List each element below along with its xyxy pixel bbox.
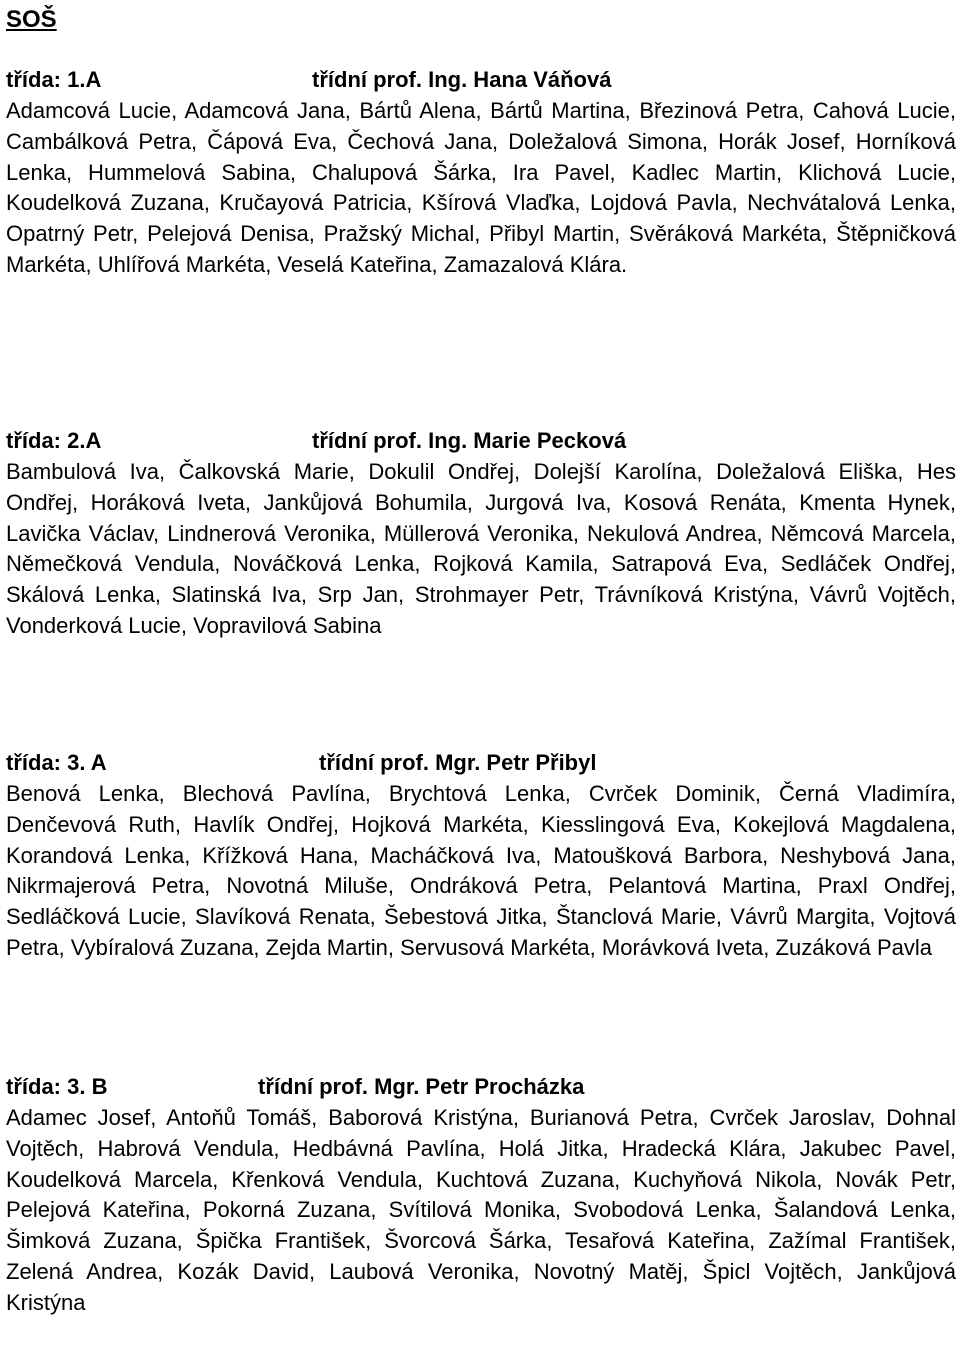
class-header (6, 1071, 956, 1103)
student-list: Benová Lenka, Blechová Pavlína, Brychtová Lenka, Cvrček Dominik, Černá Vladimíra, Denčevová Ruth, Havlík Ondřej, Hojková Markéta, Kiesslingová Eva, Kokejlová Magdalena, Korandová Lenka, Křížková Hana, Macháčková Iva, Matoušková Barbora, Neshybová Jana, Nikrmajerová Petra, Novotná Miluše, Ondráková Petra, Pelantová Martina, Praxl Ondřej, Sedláčková Lucie, Slavíková Renata, Šebestová Jitka, Štanclová Marie, Vávrů Margita, Vojtová Petra, Vybíralová Zuzana, Zejda Martin, Servusová Markéta, Morávková Iveta, Zuzáková Pavla (6, 781, 956, 960)
class-section-2a (6, 425, 956, 642)
class-section-3b (6, 1071, 956, 1319)
class-teacher: třídní prof. Ing. Hana Váňová (312, 67, 612, 92)
class-label: třída: 2.A (6, 428, 102, 453)
class-teacher: třídní prof. Mgr. Petr Procházka (258, 1074, 585, 1099)
class-label: třída: 3. B (6, 1074, 108, 1099)
class-header (6, 425, 956, 457)
student-list: Adamec Josef, Antoňů Tomáš, Baborová Kristýna, Burianová Petra, Cvrček Jaroslav, Dohnal Vojtěch, Habrová Vendula, Hedbávná Pavlína, Holá Jitka, Hradecká Klára, Jakubec Pavel, Koudelková Marcela, Křenková Vendula, Kuchtová Zuzana, Kuchyňová Nikola, Novák Petr, Pelejová Kateřina, Pokorná Zuzana, Svítilová Monika, Svobodová Lenka, Šalandová Lenka, Šimková Zuzana, Špička František, Švorcová Šárka, Tesařová Kateřina, Zažímal František, Zelená Andrea, Kozák David, Laubová Veronika, Novotný Matěj, Špicl Vojtěch, Jankůjová Kristýna (6, 1105, 956, 1315)
class-label: třída: 3. A (6, 750, 107, 775)
class-section-1a (6, 64, 956, 281)
class-teacher: třídní prof. Ing. Marie Pecková (312, 428, 627, 453)
class-label: třída: 1.A (6, 67, 102, 92)
class-header (6, 64, 956, 96)
class-header (6, 747, 956, 779)
student-list: Adamcová Lucie, Adamcová Jana, Bártů Alena, Bártů Martina, Březinová Petra, Cahová Lucie, Cambálková Petra, Čápová Eva, Čechová Jana, Doležalová Simona, Horák Josef, Horníková Lenka, Hummelová Sabina, Chalupová Šárka, Ira Pavel, Kadlec Martin, Klichová Lucie, Koudelková Zuzana, Kručayová Patricia, Kšírová Vlaďka, Lojdová Pavla, Nechvátalová Lenka, Opatrný Petr, Pelejová Denisa, Pražský Michal, Přibyl Martin, Svěráková Markéta, Štěpničková Markéta, Uhlířová Markéta, Veselá Kateřina, Zamazalová Klára. (6, 98, 956, 277)
class-section-3a (6, 747, 956, 964)
student-list: Bambulová Iva, Čalkovská Marie, Dokulil Ondřej, Dolejší Karolína, Doležalová Eliška, Hes Ondřej, Horáková Iveta, Jankůjová Bohumila, Jurgová Iva, Kosová Renáta, Kmenta Hynek, Lavička Václav, Lindnerová Veronika, Müllerová Veronika, Nekulová Andrea, Němcová Marcela, Němečková Vendula, Nováčková Lenka, Rojková Kamila, Satrapová Eva, Sedláček Ondřej, Skálová Lenka, Slatinská Iva, Srp Jan, Strohmayer Petr, Trávníková Kristýna, Vávrů Vojtěch, Vonderková Lucie, Vopravilová Sabina (6, 459, 956, 638)
document-title: SOŠ (6, 6, 57, 33)
class-teacher: třídní prof. Mgr. Petr Přibyl (319, 750, 597, 775)
